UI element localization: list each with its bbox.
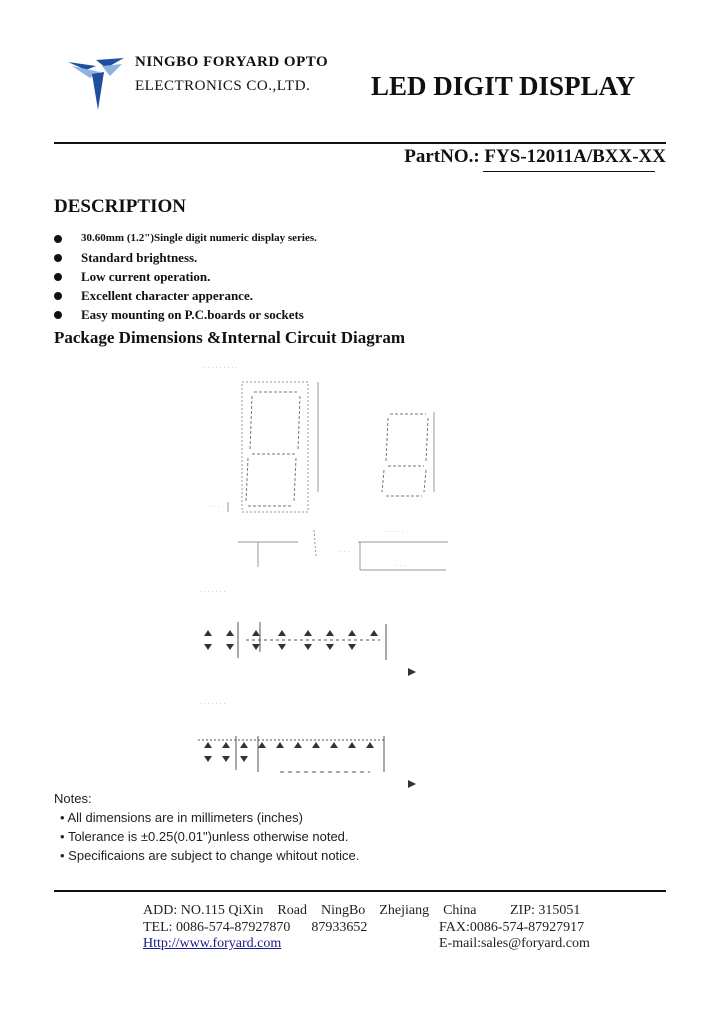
- note-text: All dimensions are in millimeters (inches): [67, 810, 303, 825]
- description-item: Excellent character apperance.: [54, 286, 317, 305]
- footer-zip: ZIP: 315051: [510, 903, 581, 918]
- svg-text:. . .: . . .: [340, 547, 350, 554]
- note-item: • All dimensions are in millimeters (inches): [60, 810, 303, 825]
- svg-text:. . . . . . .: . . . . . . .: [200, 587, 226, 594]
- svg-text:. . . . . . . . .: . . . . . . . . .: [204, 363, 238, 370]
- footer-divider: [54, 890, 666, 892]
- svg-text:. . . . . . .: . . . . . . .: [200, 699, 226, 706]
- package-diagram: [190, 352, 480, 807]
- footer-website-link[interactable]: Http://www.foryard.com: [143, 936, 282, 951]
- description-item: Easy mounting on P.C.boards or sockets: [54, 305, 317, 324]
- document-title: LED DIGIT DISPLAY: [371, 71, 636, 101]
- package-heading: Package Dimensions &Internal Circuit Diagram: [54, 328, 405, 347]
- footer-email: E-mail:sales@foryard.com: [439, 936, 590, 951]
- part-number: PartNO.: FYS-12011A/BXX-XX: [404, 146, 666, 167]
- note-item: • Tolerance is ±0.25(0.01")unless otherwise noted.: [60, 829, 349, 844]
- svg-text:. . .: . . .: [210, 502, 220, 509]
- header-divider: [54, 142, 666, 144]
- company-logo: [66, 56, 128, 114]
- description-item: 30.60mm (1.2")Single digit numeric display series.: [54, 229, 317, 248]
- footer-fax: FAX:0086-574-87927917: [439, 920, 585, 935]
- notes-heading: Notes:: [54, 791, 92, 806]
- note-text: Specificaions are subject to change whitout notice.: [68, 848, 360, 863]
- company-name-line2: ELECTRONICS CO.,LTD.: [135, 78, 311, 94]
- part-number-underline: [483, 171, 655, 172]
- footer-address: ADD: NO.115 QiXin Road NingBo Zhejiang China: [143, 903, 477, 918]
- notes-section: [54, 789, 359, 865]
- company-name-line1: NINGBO FORYARD OPTO: [135, 54, 329, 70]
- logo-mark-icon: [66, 56, 128, 114]
- circuit-diagram-drawing: [190, 352, 480, 802]
- svg-text:. . . . .: . . . . .: [386, 527, 404, 534]
- description-list: [54, 229, 317, 324]
- description-item: Standard brightness.: [54, 248, 317, 267]
- note-text: Tolerance is ±0.25(0.01")unless otherwise noted.: [67, 829, 349, 844]
- note-item: • Specificaions are subject to change whitout notice.: [60, 848, 360, 863]
- description-item: Low current operation.: [54, 267, 317, 286]
- description-heading: DESCRIPTION: [54, 196, 186, 217]
- footer-tel: TEL: 0086-574-87927870 87933652: [143, 920, 368, 935]
- svg-text:. . .: . . .: [396, 561, 406, 568]
